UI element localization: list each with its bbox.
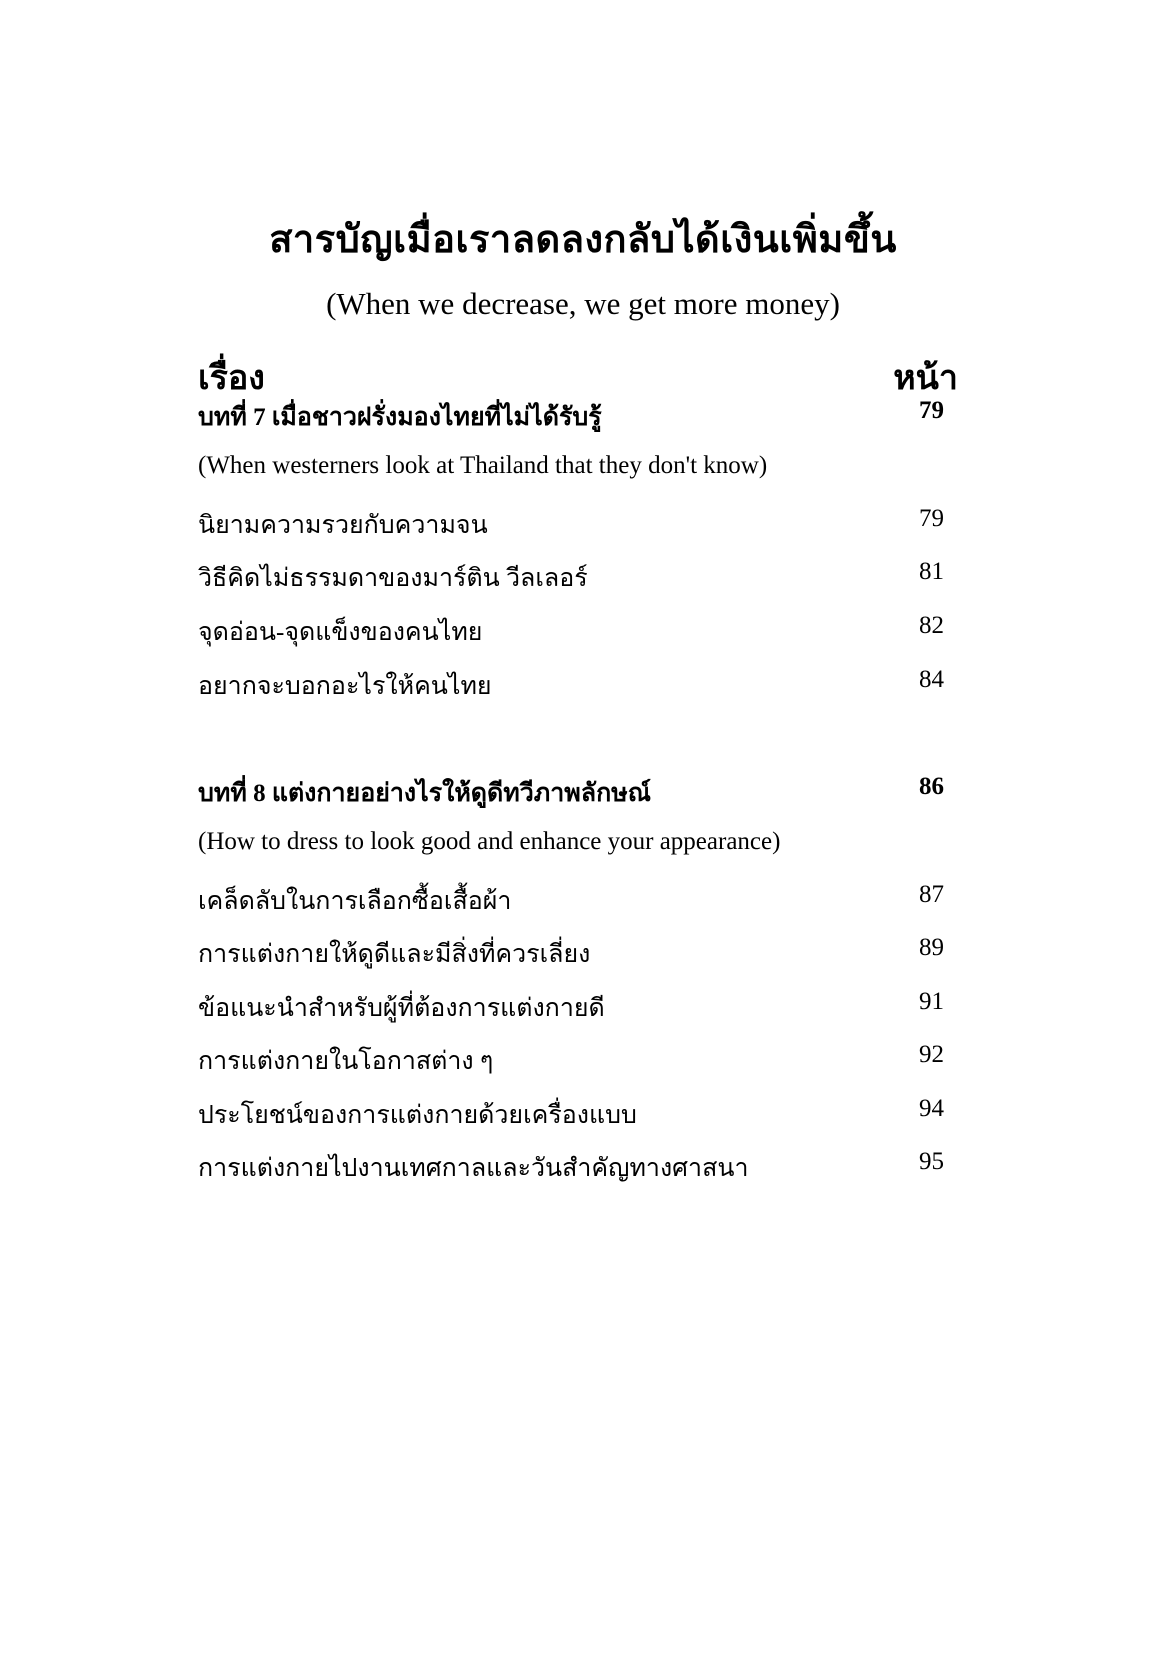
toc-entry-text: การแต่งกายในโอกาสต่าง ๆ — [198, 1048, 494, 1075]
toc-entry-page: 91 — [919, 988, 944, 1015]
toc-entry-page: 84 — [919, 666, 944, 693]
toc-entry-text: วิธีคิดไม่ธรรมดาของมาร์ติน วีลเลอร์ — [198, 565, 588, 592]
toc-entry-page: 82 — [919, 612, 944, 639]
toc-entry — [198, 881, 944, 925]
toc-entry-text: นิยามความรวยกับความจน — [198, 512, 488, 539]
chapter-8-english-row — [198, 828, 944, 872]
toc-entry-page: 92 — [919, 1041, 944, 1068]
toc-entry — [198, 558, 944, 602]
column-header-topic: เรื่อง — [198, 360, 265, 397]
toc-entry-page: 81 — [919, 558, 944, 585]
chapter-8-english: (How to dress to look good and enhance your appearance) — [198, 828, 781, 855]
chapter-8-heading: บทที่ 8 แต่งกายอย่างไรให้ดูดีทวีภาพลักษณ์ — [198, 780, 651, 807]
chapter-8-page: 86 — [919, 773, 944, 800]
column-header-page: หน้า — [893, 360, 958, 397]
chapter-7-page: 79 — [919, 397, 944, 424]
chapter-7-heading-row — [198, 397, 944, 441]
toc-entry — [198, 1148, 944, 1192]
toc-entry-text: อยากจะบอกอะไรให้คนไทย — [198, 673, 492, 700]
toc-entry-text: จุดอ่อน-จุดแข็งของคนไทย — [198, 619, 483, 646]
chapter-7-heading: บทที่ 7 เมื่อชาวฝรั่งมองไทยที่ไม่ได้รับรู้ — [198, 404, 602, 431]
page-subtitle: (When we decrease, we get more money) — [326, 286, 840, 321]
toc-entry-page: 79 — [919, 505, 944, 532]
chapter-7-english: (When westerners look at Thailand that they don't know) — [198, 452, 768, 479]
toc-entry — [198, 1095, 944, 1139]
toc-entry-text: เคล็ดลับในการเลือกซื้อเสื้อผ้า — [198, 888, 512, 915]
page-title: สารบัญเมื่อเราลดลงกลับได้เงินเพิ่มขึ้น — [269, 219, 897, 261]
toc-entry — [198, 988, 944, 1032]
toc-entry-page: 94 — [919, 1095, 944, 1122]
toc-entry-text: การแต่งกายไปงานเทศกาลและวันสำคัญทางศาสนา — [198, 1155, 749, 1182]
toc-entry-text: การแต่งกายให้ดูดีและมีสิ่งที่ควรเลี่ยง — [198, 941, 591, 968]
toc-entry — [198, 934, 944, 978]
toc-entry-text: ข้อแนะนำสำหรับผู้ที่ต้องการแต่งกายดี — [198, 995, 605, 1022]
toc-entry — [198, 1041, 944, 1085]
toc-entry — [198, 505, 944, 549]
toc-entry — [198, 612, 944, 656]
toc-entry-page: 95 — [919, 1148, 944, 1175]
toc-entry-text: ประโยชน์ของการแต่งกายด้วยเครื่องแบบ — [198, 1102, 637, 1129]
toc-entry — [198, 666, 944, 710]
chapter-8-heading-row — [198, 773, 944, 817]
toc-entry-page: 87 — [919, 881, 944, 908]
toc-entry-page: 89 — [919, 934, 944, 961]
chapter-7-english-row — [198, 452, 944, 496]
